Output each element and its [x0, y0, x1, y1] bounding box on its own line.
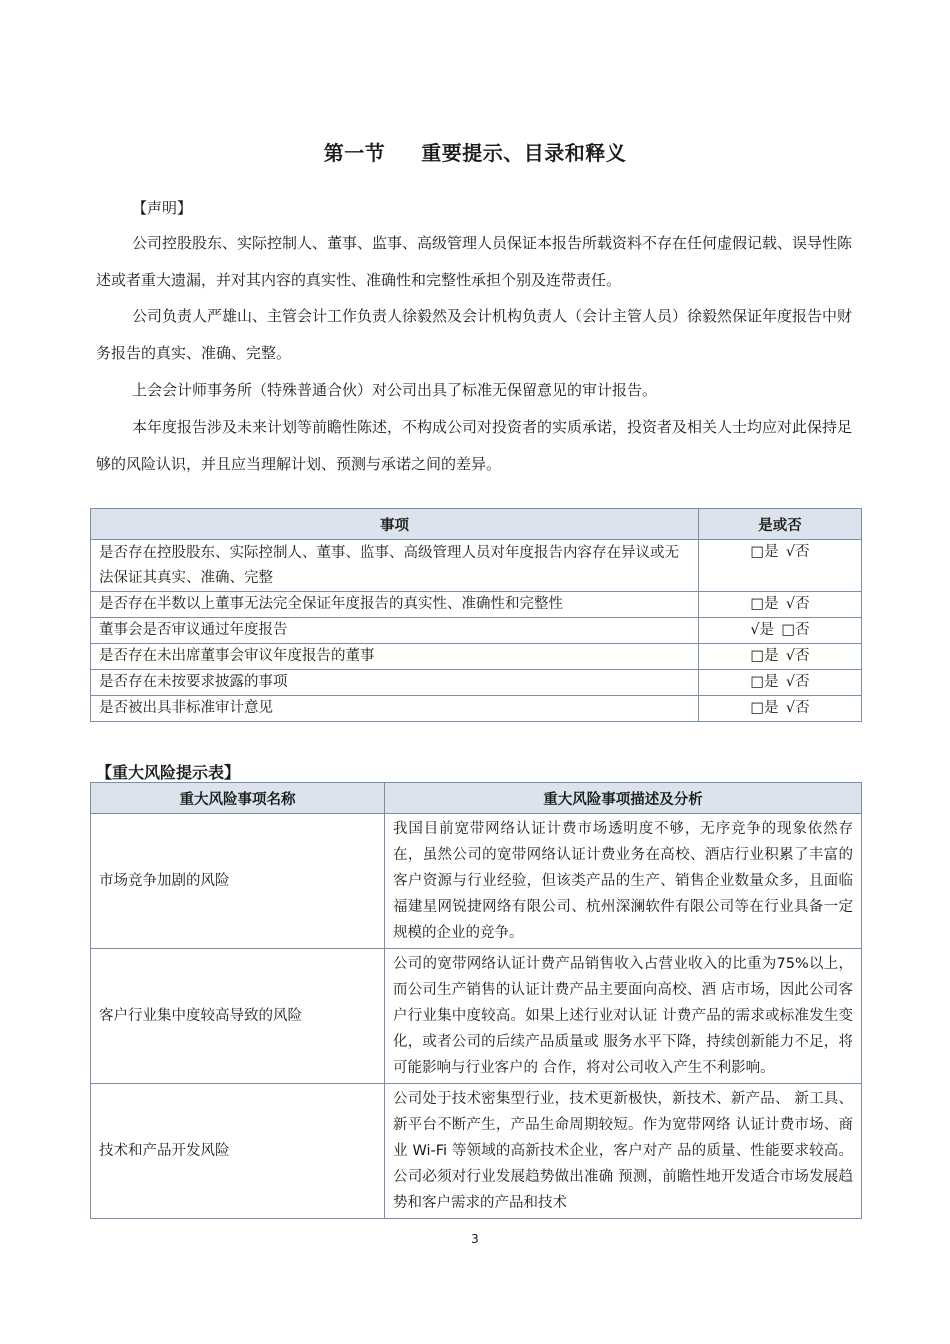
yes-no-cell: [699, 540, 862, 592]
yes-label: 是: [764, 700, 786, 716]
yes-label: 是: [764, 674, 786, 690]
no-label: 否: [795, 596, 810, 612]
column-header: 事项: [91, 509, 699, 540]
check-mark-icon: √: [785, 648, 796, 664]
checkbox-icon: □: [750, 700, 765, 716]
risk-table-heading: 【重大风险提示表】: [96, 763, 241, 782]
section-name: 重要提示、目录和释义: [421, 141, 627, 165]
matter-item: 是否存在未按要求披露的事项: [91, 670, 699, 696]
yes-no-cell: [699, 670, 862, 696]
declaration-paragraph: 公司负责人严雄山、主管会计工作负责人徐毅然及会计机构负责人（会计主管人员）徐毅然保证年度报告中财务报告的真实、准确、完整。: [96, 307, 853, 362]
table-row: [91, 592, 862, 618]
no-label: 否: [795, 674, 810, 690]
yes-no-cell: [699, 696, 862, 722]
check-mark-icon: √: [785, 596, 796, 612]
table-header-row: [91, 783, 862, 814]
no-label: 否: [795, 544, 810, 560]
table-row: [91, 814, 862, 949]
risk-description: 公司处于技术密集型行业，技术更新极快，新技术、新产品、 新工具、新平台不断产生，产品生命周期较短。作为宽带网络 认证计费市场、商业 Wi-Fi 等领域的高新技术企业，客户对产 品的质量、性能要求较高。公司必须对行业发展趋势做出准确 预测，前瞻性地开发适合市场发展趋势和客户需求的产品和技术: [385, 1084, 862, 1219]
checkbox-icon: □: [781, 622, 796, 638]
column-header: 重大风险事项描述及分析: [385, 783, 862, 814]
column-header: 是或否: [699, 509, 862, 540]
risk-name: 市场竞争加剧的风险: [91, 814, 385, 949]
table-header-row: [91, 509, 862, 540]
no-label: 否: [795, 622, 810, 638]
yes-no-cell: [699, 644, 862, 670]
declaration-paragraph: 上会会计师事务所（特殊普通合伙）对公司出具了标准无保留意见的审计报告。: [132, 381, 658, 399]
matters-table: [90, 508, 862, 722]
yes-label: 是: [764, 596, 786, 612]
check-mark-icon: √: [785, 544, 796, 560]
yes-label: 是: [764, 648, 786, 664]
checkbox-icon: □: [750, 648, 765, 664]
section-title: [0, 137, 950, 166]
declaration-heading: 【声明】: [132, 199, 193, 217]
matter-item: 是否存在半数以上董事无法完全保证年度报告的真实性、准确性和完整性: [91, 592, 699, 618]
check-mark-icon: √: [785, 700, 796, 716]
column-header: 重大风险事项名称: [91, 783, 385, 814]
matter-item: 是否被出具非标准审计意见: [91, 696, 699, 722]
table-row: [91, 1084, 862, 1219]
declaration-paragraph: 公司控股股东、实际控制人、董事、监事、高级管理人员保证本报告所载资料不存在任何虚假记载、误导性陈述或者重大遗漏，并对其内容的真实性、准确性和完整性承担个别及连带责任。: [96, 234, 853, 289]
checkbox-icon: □: [750, 674, 765, 690]
table-row: [91, 644, 862, 670]
declaration-paragraph: 本年度报告涉及未来计划等前瞻性陈述，不构成公司对投资者的实质承诺，投资者及相关人士均应对此保持足够的风险认识，并且应当理解计划、预测与承诺之间的差异。: [96, 418, 853, 473]
check-mark-icon: √: [785, 674, 796, 690]
table-row: [91, 618, 862, 644]
check-mark-icon: √: [750, 622, 760, 638]
no-label: 否: [795, 700, 810, 716]
risk-description: 我国目前宽带网络认证计费市场透明度不够，无序竞争的现象依然存在，虽然公司的宽带网络认证计费业务在高校、酒店行业积累了丰富的客户资源与行业经验，但该类产品的生产、销售企业数量众多，且面临福建星网锐捷网络有限公司、杭州深澜软件有限公司等在行业具备一定规模的企业的竞争。: [385, 814, 862, 949]
yes-no-cell: [699, 592, 862, 618]
no-label: 否: [795, 648, 810, 664]
checkbox-icon: □: [750, 596, 765, 612]
yes-no-cell: [699, 618, 862, 644]
checkbox-icon: □: [750, 544, 765, 560]
yes-label: 是: [764, 544, 786, 560]
section-number: 第一节: [323, 141, 386, 165]
yes-label: 是: [759, 622, 782, 638]
table-row: [91, 670, 862, 696]
table-row: [91, 696, 862, 722]
matter-item: 是否存在控股股东、实际控制人、董事、监事、高级管理人员对年度报告内容存在异议或无法保证其真实、准确、完整: [91, 540, 699, 592]
matter-item: 董事会是否审议通过年度报告: [91, 618, 699, 644]
page-number: 3: [471, 1232, 479, 1246]
risk-name: 客户行业集中度较高导致的风险: [91, 949, 385, 1084]
risk-name: 技术和产品开发风险: [91, 1084, 385, 1219]
risk-description: 公司的宽带网络认证计费产品销售收入占营业收入的比重为75%以上，而公司生产销售的认证计费产品主要面向高校、酒 店市场，因此公司客户行业集中度较高。如果上述行业对认证 计费产品的需求或标准发生变化，或者公司的后续产品质量或 服务水平下降，持续创新能力不足，将可能影响与行业客户的 合作，将对公司收入产生不利影响。: [385, 949, 862, 1084]
matter-item: 是否存在未出席董事会审议年度报告的董事: [91, 644, 699, 670]
risk-table: [90, 782, 862, 1219]
table-row: [91, 949, 862, 1084]
table-row: [91, 540, 862, 592]
